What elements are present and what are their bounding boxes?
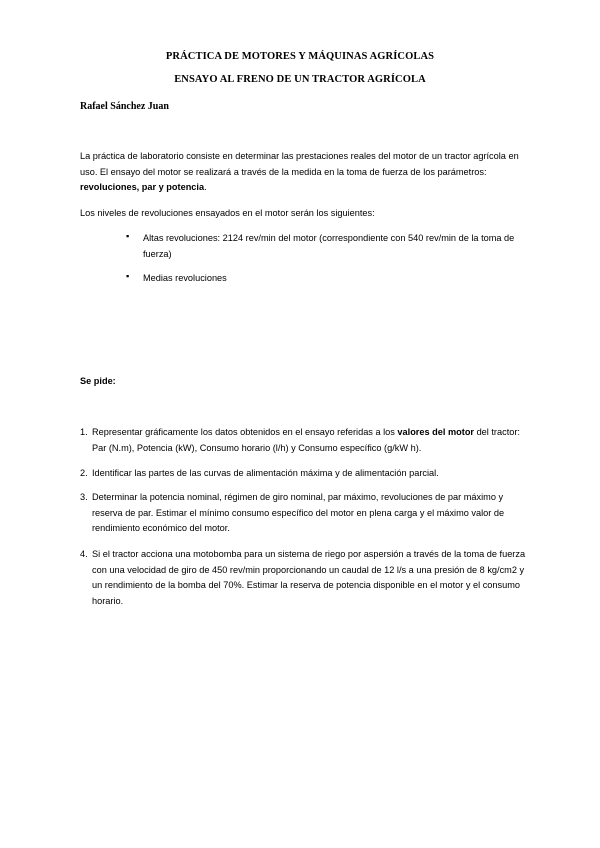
task1-bold: valores del motor <box>397 427 475 437</box>
bullet-item-medium-rpm: Medias revoluciones <box>143 273 227 283</box>
task-number: 2. <box>80 468 88 478</box>
bullet-marker: ▪ <box>126 231 130 241</box>
task1-post: del tractor: Par (N.m), Potencia (kW), Consumo horario (l/h) y Consumo específico (g/kW h). <box>92 427 520 453</box>
levels-paragraph: Los niveles de revoluciones ensayados en el motor serán los siguientes: <box>80 208 375 218</box>
task-number: 1. <box>80 427 88 437</box>
document-subtitle: ENSAYO AL FRENO DE UN TRACTOR AGRÍCOLA <box>174 74 426 85</box>
task1-pre: Representar gráficamente los datos obtenidos en el ensayo referidas a los <box>92 427 398 437</box>
task-text: Determinar la potencia nominal, régimen de giro nominal, par máximo, revoluciones de par máximo y reserva de par. Estimar el mínimo consumo específico del motor en plena carga y el máximo valor de rendimiento económico del motor. <box>92 492 505 534</box>
document-title: PRÁCTICA DE MOTORES Y MÁQUINAS AGRÍCOLAS <box>165 51 435 62</box>
author-name: Rafael Sánchez Juan <box>80 101 169 112</box>
task-number: 3. <box>80 492 88 502</box>
intro-text: La práctica de laboratorio consiste en determinar las prestaciones reales del motor de un tractor agrícola en uso. El ensayo del motor se realizará a través de la medida en la toma de fuerza de los parámetros: <box>80 151 519 177</box>
task-text <box>92 425 530 456</box>
intro-paragraph <box>80 149 525 196</box>
task-number: 4. <box>80 549 88 559</box>
intro-end: . <box>204 182 207 193</box>
tasks-heading: Se pide: <box>80 376 116 386</box>
intro-bold-parameters: revoluciones, par y potencia <box>80 182 205 193</box>
task-text: Identificar las partes de las curvas de alimentación máxima y de alimentación parcial. <box>92 468 439 478</box>
bullet-item-high-rpm: Altas revoluciones: 2124 rev/min del motor (correspondiente con 540 rev/min de la toma de fuerza) <box>143 233 515 259</box>
task-text: Si el tractor acciona una motobomba para un sistema de riego por aspersión a través de la toma de fuerza con una velocidad de giro de 450 rev/min proporcionando un caudal de 12 l/s a una presión de 8 kg/cm2 y un rendimiento de la bomba del 70%. Estimar la reserva de potencia disponible en el motor y el consumo horario. <box>92 549 526 606</box>
bullet-marker: ▪ <box>126 271 130 281</box>
